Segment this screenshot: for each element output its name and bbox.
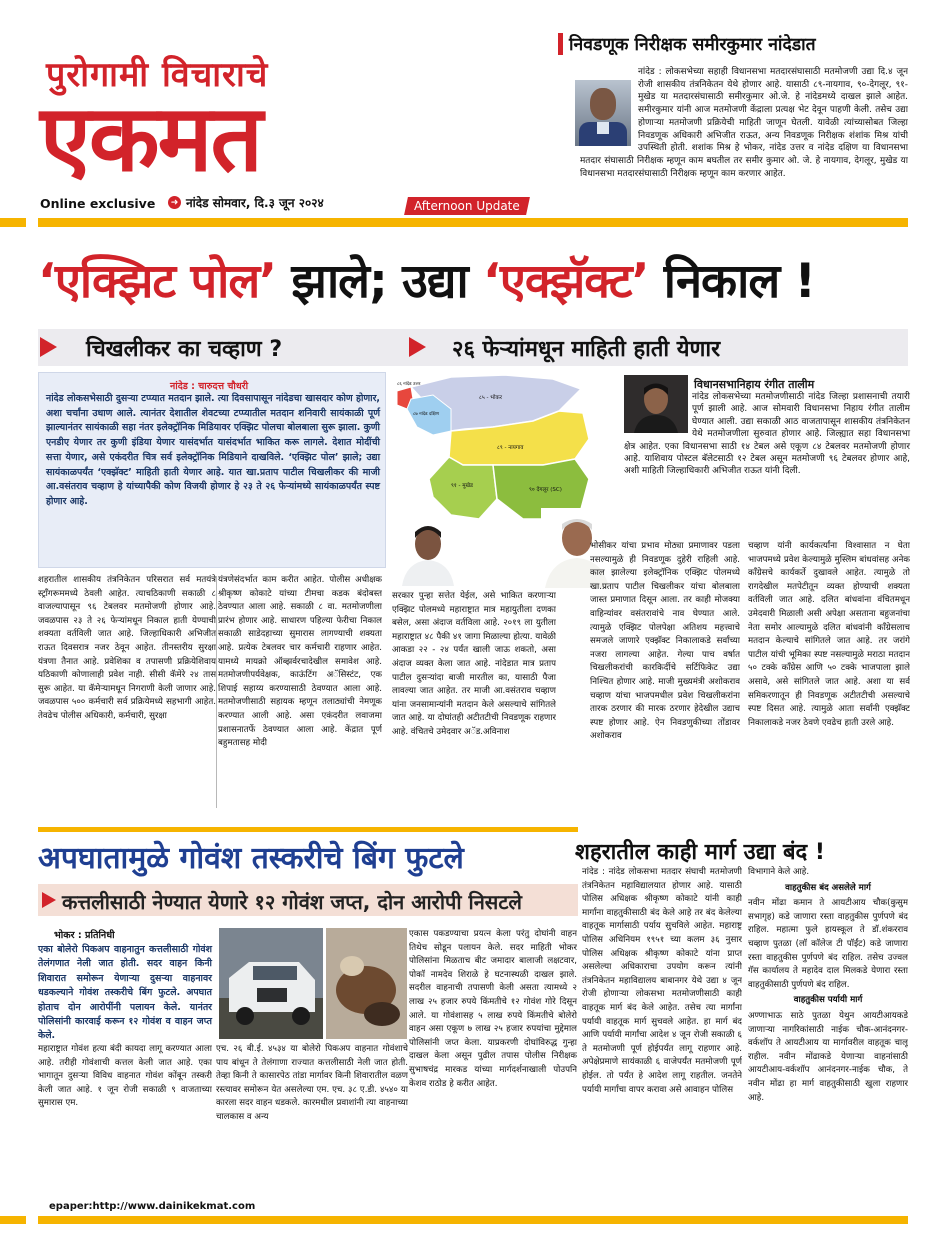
masthead-title: एकमत bbox=[40, 84, 261, 192]
main-headline bbox=[38, 247, 815, 311]
subheadline-right: २६ फेऱ्यांमधून माहिती हाती येणार bbox=[452, 337, 721, 362]
subheadline-left: चिखलीकर का चव्हाण ? bbox=[86, 337, 283, 362]
story3-body-b-mid: नवीन मोंढा कमान ते आयटीआय चौक(कुसुम सभागृह) कडे जाणारा रस्ता वाहतुकीस पुर्णपणे बंद राहिल. महात्मा फुले हायस्कूल ते डॉ.शंकरराव चव्हाण पुतळा (लॉ कॉलेज टी पॉईंट) कडे जाणारा रस्ता वाहतुकीस पुर्णपणे बंद राहिल. तसेच उज्वल गॅस कार्यालय ते महादेव दाल मिलकडे येणारा रस्ता वाहतुकीसाठी पुर्णपणे बंद राहिल. bbox=[748, 898, 908, 990]
observer-photo bbox=[575, 80, 631, 146]
byline: नांदेड : चारुदत्त चौधरी bbox=[170, 381, 249, 392]
map-label-2: ८७ नांदेड दक्षिण bbox=[413, 412, 440, 417]
cattle-photo bbox=[326, 928, 407, 1039]
dateline-text: नांदेड सोमवार, दि.३ जून २०२४ bbox=[186, 196, 324, 210]
story2-subheadline: कत्तलीसाठी नेण्यात येणारे १२ गोवंश जप्त, दोन आरोपी निसटले bbox=[62, 890, 522, 914]
triangle-marker-icon bbox=[409, 337, 426, 357]
story3-subhead-alternate-routes: वाहतुकीस पर्यायी मार्ग bbox=[793, 995, 863, 1006]
main-story-column-3: सरकार पुन्हा सत्तेत येईल, असे भाकित करणाऱ्या एक्झिट पोलमध्ये महाराष्ट्रात मात्र महायुतीला दणका बसेल, असा अंदाज वर्तविला आहे. २०१९ ला युतीला महाराष्ट्रात ४८ पैकी ४१ जागा मिळाल्या होत्या. यावेळी आकडा २२ - २४ पर्यंत खाली जाऊ शकतो, असा अंदाज व्यक्त केला जात आहे. नांदेडात मात्र प्रताप पाटील दुसऱ्यांदा बाजी मारतील का, यासाठी पैजा लावल्या जात आहेत. तर माजी आ.वसंतराव चव्हाण यांना जनसामान्यांनी मतदान केले असल्याचे सांगितले जात आहे. या दोघांतही अटीतटीची निवडणूक राहणार आहे. वंचितचे उमेदवार अॅड.अविनाश bbox=[392, 591, 556, 737]
photo-spacer bbox=[624, 391, 692, 437]
story2-body-a: महाराष्ट्रात गोवंश हत्या बंदी कायदा लागू करण्यात आला आहे. तरीही गोवंशाची कत्तल केली जात आहे. एका भागातून दुसऱ्या विविध वाहनात गोवंश कोंबून तस्करी केली जात आहे. १ जून रोजी सकाळी ९ वाजताच्या सुमारास एम. bbox=[38, 1044, 212, 1109]
dateline bbox=[168, 194, 324, 211]
decor-strip-left bbox=[0, 1216, 26, 1224]
side-story-headline bbox=[558, 32, 816, 56]
triangle-marker-icon bbox=[40, 337, 57, 357]
header-rule bbox=[38, 218, 908, 227]
headline-part-exact: ‘एक्झॅक्ट’ bbox=[483, 254, 649, 309]
column-divider bbox=[216, 576, 217, 808]
rehearsal-body-text: नांदेड लोकसभेच्या मतमोजणीसाठी नांदेड जिल्हा प्रशासनाची तयारी पूर्ण झाली आहे. आज सोमवारी विधानसभा निहाय रंगीत तालीम घेण्यात आली. उद्या सकाळी आठ वाजतापासून शासकीय तंत्रनिकेतन येथे मतमोजणीला सुरुवात होणार आहे. जिल्ह्यात सहा विधानसभा क्षेत्र आहेत. एका विधानसभा साठी १४ टेबल असे एकूण ८४ टेबलवर मतमोजणी होणार आहे. याशिवाय पोस्टल बॅलेटसाठी १२ टेबल असून मतमोजणी ९६ टेबलवर होणार आहे, अशी माहिती जिल्हाधिकारी अभिजीत राऊत यांनी दिली. bbox=[624, 392, 910, 477]
edition-label: Afternoon Update bbox=[414, 199, 520, 213]
rehearsal-body bbox=[624, 391, 910, 478]
story2-body-b: एच. २६ बी.ई. ४५३४ या बोलेरो पिकअप वाहनात गोवंशाचे पाय बांधून ते तेलंगाणा राज्यात कत्तलीसाठी नेली जात होती. तेव्हा किनी ते कासारपेठ तांडा मार्गावर किनी शिवारातील वळण रस्त्यावर समोरून येत असलेल्या एम. एच. ३८ ए.डी. ४५४० या कारला सदर वाहन धडकले. कारमधील प्रवाशांनी त्या वाहनाच्या चालकास व अन्य bbox=[216, 1044, 408, 1122]
map-label-6: ९१ - मुखेड bbox=[451, 483, 473, 489]
candidate-photo-chikhlikar bbox=[398, 518, 458, 586]
map-label-5: ९० देगलूर (SC) bbox=[529, 487, 562, 493]
map-label-4: ८९ - नायगाव bbox=[497, 445, 524, 451]
headline-part-mid: झाले; उद्या bbox=[276, 254, 484, 309]
online-exclusive-label: Online exclusive bbox=[40, 196, 156, 211]
rehearsal-headline: विधानसभानिहाय रंगीत तालीम bbox=[694, 378, 815, 391]
story2-lead: एका बोलेरो पिकअप वाहनातुन कत्तलीसाठी गोवंश तेलंगणात नेली जात होती. सदर वाहन किनी शिवारात समोरून येणाऱ्या दुसऱ्या वाहनावर धडकल्याने गोवंश तस्करीचे बिंग फुटले. अपघात होताच दोन आरोपींनी पलायन केले. यानंतर पोलिसांनी कारवाई करून १२ गोवंश व वाहन जप्त केले. bbox=[38, 944, 212, 1042]
vehicle-photo bbox=[219, 928, 323, 1039]
intro-paragraph: नांदेड लोकसभेसाठी दुसऱ्या टप्प्यात मतदान झाले. त्या दिवसापासून नांदेडचा खासदार कोण होणार, अशा चर्चांना उधाण आले. त्यानंतर देशातील शेवटच्या टप्प्यातील मतदान शनिवारी सायंकाळी पूर्ण झाल्यानंतर सायंकाळी सहा नंतर इलेक्ट्रॉनिक मिडियावर एक्झिट पोलचा बोलबाला सुरू झाला. कुणी एनडीए येणार तर कुणी इंडिया येणार यासंदर्भात यासंदर्भात भाकित करू लागले. देशात मोदींची सत्ता येणार, असे एकंदरीत चित्र सर्व इलेक्ट्रॉनिक मिडियाने दाखविले. ‘एक्झिट पोल’ झाले; उद्या सायंकाळपर्यंत ‘एक्झॅक्ट’ माहिती हाती येणार आहे. यात खा.प्रताप पाटील चिखलीकर की माजी आ.वसंतराव चव्हाण हे यांच्यापैकी कोण विजयी होणार हे २३ ते २६ फेऱ्यांमध्ये सायंकाळपर्यंत स्पष्ट होणार आहे. bbox=[46, 393, 380, 507]
story3-body-b-top: विभागाने केले आहे. bbox=[748, 867, 810, 877]
story3-headline: शहरातील काही मार्ग उद्या बंद ! bbox=[575, 840, 825, 865]
triangle-marker-icon bbox=[42, 892, 56, 908]
side-story-body-text: नांदेड : लोकसभेच्या सहाही विधानसभा मतदारसंघासाठी मतमोजणी उद्या दि.४ जून रोजी शासकीय तंत्रनिकेतन येथे होणार आहे. यासाठी ८९-नायगाव, ९०-देगलूर, ९१-मुखेड या मतदारसंघासाठी समीरकुमार ओ.जे. हे नांदेडमध्ये दाखल झाले आहेत. समीरकुमार यांनी आज मतमोजणी केंद्राला प्रत्यक्ष भेट देवून पाहणी केली. तसेच उद्या होणाऱ्या मतमोजणी प्रक्रियेची माहिती जाणून घेतली. यावेळी त्यांच्यासोबत जिल्हा निवडणूक अधिकारी अभिजीत राऊत, अन्य निवडणूक निरीक्षक शंशांक मिश्र यांची उपस्थिती होती. शशांक मिश्र हे भोकर, नांदेड उत्तर व नांदेड दक्षिण या विधानसभा मतदार संघासाठी निरीक्षक म्हणून काम बघतील तर समीर कुमार ओ. जे. हे नायगाव, देगलूर, मुखेड या विधानसभा मतदारसंघासाठी निरीक्षक म्हणून काम करणार आहेत. bbox=[580, 67, 908, 179]
arrow-right-icon: ➜ bbox=[168, 196, 181, 209]
story3-body-a: नांदेड : नांदेड लोकसभा मतदार संघाची मतमोजणी तंत्रनिकेतन महाविद्यालयात होणार आहे. यासाठी पोलिस अधिक्षक श्रीकृष्ण कोकाटे यांनी काही मार्गांना वाहतुकीसाठी बंद केले आहे तर बंद केलेल्या वाहतूक मार्गासाठी पर्याय सुचविले आहेत. महाराष्ट्र पोलिस अधिनियम १९५१ च्या कलम ३६ नुसार पोलिस अधिक्षक श्रीकृष्ण कोकाटे यांना प्राप्त असलेल्या अधिकाराचा उपयोग करून त्यांनी तंत्रनिकेतन महाविद्यालय बाबानगर येथे उद्या ४ जून रोजी होणाऱ्या लोकसभा मतमोजणीसाठी काही वाहतूक मार्ग बंद केले आहेत. तसेच त्या मार्गांना पर्यायी वाहतूक मार्ग सुचवले आहेत. हा मार्ग बंद आणि पर्यायी मार्गांचा आदेश ४ जून रोजी सकाळी ६ ते मतमोजणी पूर्ण होईपर्यंत लागू राहणार आहे. अपेक्षेप्रमाणे सायंकाळी ६ वाजेपर्यंत मतमोजणी पूर्ण होईल. तो पर्यंत हे आदेश लागू राहतील. जनतेने पर्यायी मार्गांचा वापर करावा असे आवाहन पोलिस bbox=[582, 867, 742, 1095]
story2-headline: अपघातामुळे गोवंश तस्करीचे बिंग फुटले bbox=[38, 841, 464, 876]
story2-byline: भोकर : प्रतिनिधी bbox=[54, 930, 115, 941]
masthead-tagline: पुरोगामी विचाराचे bbox=[46, 55, 269, 95]
map-label-3: ८५ - भोकर bbox=[479, 395, 502, 401]
map-label-1: ८६ नांदेड उत्तर bbox=[397, 382, 421, 387]
headline-part-exit-poll: ‘एक्झिट पोल’ bbox=[38, 254, 277, 309]
main-story-column-2: यंत्रणेसंदर्भात काम करीत आहेत. पोलीस अधीक्षक श्रीकृष्ण कोकाटे यांच्या टीमचा कडक बंदोबस्त ठेवण्यात आला आहे. सकाळी ८ वा. मतमोजणीला प्रारंभ होणार आहे. साधारण पहिल्या फेरीचा निकाल सकाळी साडेदहाच्या सुमारास लागण्याची शक्यता आहे. प्रत्येक टेबलवर चार कर्मचारी राहणार आहेत. यामध्ये मायक्रो ऑब्झर्वरचादेखील समावेश आहे. मतमोजणीपर्यवेक्षक, काऊंटिंग अॅसिस्टंट, एक शिपाई सहाय्य करण्यासाठी ठेवण्यात आला आहे. मतमोजणीसाठी सहायक म्हणून तलाठ्यांची नेमणूक करण्यात आली आहे. असा एकंदरीत लवाजमा प्रशासनातर्फे ठेवण्यात आला आहे. केंद्रात पूर्ण बहुमतासह मोदी bbox=[218, 575, 382, 749]
section-rule bbox=[38, 827, 578, 832]
vehicle-photo-art bbox=[219, 928, 323, 1039]
side-story-headline-text: निवडणूक निरीक्षक समीरकुमार नांदेडात bbox=[569, 35, 816, 55]
main-story-column-5: चव्हाण यांनी कार्यकर्त्यांना विश्वासात न घेता भाजपमध्ये प्रवेश केल्यामुळे मुस्लिम बांधवांसह अनेक काँग्रेसचे कार्यकर्ते दुखावले आहेत. त्यामुळे तो रागदेखील मतपेटीतून व्यक्त होण्याची शक्यता वर्तविली जात आहे. दलित बांधवांना वंचितमधून उमेदवारी मिळाली असी अपेक्षा असताना बहुजनांचा नेता समोर आल्यामुळे दलित बांधवांनी काँग्रेसलाच मतदान केल्याचे सांगितले जात आहे. तर जरांगे पाटील यांची भूमिका स्पष्ट नसल्यामुळे मराठा मतदान ५० टक्के काँग्रेस आणि ५० टक्के भाजपाला झाले असावे, असे सांगितले जात आहे. अशा या सर्व समिकरणातून ही निवडणूक अटीतटीची असल्याचे स्पष्ट दिसत आहे. त्यामुळे आता सर्वांनी एक्झॅक्ट निकालाकडे नजर ठेवणे एवढेच हाती उरले आहे. bbox=[748, 541, 910, 728]
cattle-photo-art bbox=[326, 928, 407, 1039]
headline-part-end: निकाल ! bbox=[648, 254, 815, 309]
main-story-column-4: भोसीकर यांचा प्रभाव मोठ्या प्रमाणावर पडला नसल्यामुळे ही निवडणूक दुहेरी राहिली आहे. काल झालेल्या इलेक्ट्रॉनिक एक्झिट पोलमध्ये खा.प्रताप पाटील चिखलीकर यांचा बोलबाला जास्त प्रमाणात दिसून आला. तर काही मोजक्या वाहिन्यांवर वसंतरावांचे नाव घेण्यात आले. त्यामुळे एक्झिट पोलपेक्षा अतिशय महत्त्वाचे समजले जाणारे एक्झॅक्ट निकालाकडे सर्वांच्या नजरा लागल्या आहेत. गेल्या पाच वर्षात चिखलीकरांची कारकिर्दीचे सर्टिफिकेट उद्या निश्चित होणार आहे. माजी मुख्यमंत्री अशोकराव चव्हाण यांचा भाजपमधील प्रवेश चिखलीकरांना तारक ठरणार की मारक ठरणार हेदेखील उद्याच स्पष्ट होणार आहे. ऐन निवडणुकीच्या तोंडावर अशोकराव bbox=[590, 541, 740, 742]
story3-body-b-end: अण्णाभाऊ साठे पुतळा येथुन आयटीआयकडे जाणाऱ्या नागरिकांसाठी नाईक चौक-आनंदनगर-वर्कशॉप ते आयटीआय या मार्गावरील वाहतूक चालू राहील. नवीन मोंढाकडे येणाऱ्या वाहनांसाठी आयटीआय-वर्कशॉप आनंदनगर-नाईक चौक, ते नवीन मोंढा हा मार्ग वाहतुकीसाठी खुला राहणार आहे. bbox=[748, 1010, 908, 1103]
story3-subhead-closed-routes: वाहतुकीस बंद असलेले मार्ग bbox=[785, 882, 871, 893]
story2-body-c: एकास पकडण्याचा प्रयत्न केला परंतु दोघांनी वाहन तिथेच सोडून पलायन केले. सदर माहिती भोकर पोलिसांना मिळताच बीट जमादार बालाजी लक्षटवार, पोकॉ नामदेव शिराळे हे घटनास्थळी दाखल झाले. सदरील वाहनाची तपासणी केली असता त्यामध्ये २ लाख २५ हजार रुपये किंमतीचे १२ गोवंश गोरे दिसून आले. या गोवंशासह ५ लाख रुपये किंमतीचे बोलेरो वाहन असा एकूण ७ लाख २५ हजार रुपयांचा मुद्देमाल पोलिसांनी जप्त केला. याप्रकरणी दोघांविरुद्ध गुन्हा दाखल केला असून पुढील तपास पोलीस निरीक्षक सुभाषचंद्र मारकड यांच्या मार्गदर्शनाखाली पोउपनि केशव राठोड हे करीत आहेत. bbox=[409, 929, 577, 1089]
story3-body-b bbox=[748, 866, 908, 1194]
footer-rule bbox=[38, 1216, 908, 1224]
epaper-link[interactable]: epaper:http://www.dainikekmat.com bbox=[49, 1201, 256, 1212]
headline-marker bbox=[558, 33, 563, 55]
main-story-column-1: शहरातील शासकीय तंत्रनिकेतन परिसरात सर्व मतयंत्रे स्ट्रॉंगरूममध्ये ठेवली आहेत. त्याचठिकाणी सकाळी ८ वाजल्यापासून ९६ टेबलवर मतमोजणी होणार आहे. जवळपास २३ ते २६ फेऱ्यांमधून निकाल हाती येण्याची शक्यता वर्तविली जात आहे. जिल्हाधिकारी अभिजीत राऊत दिवसरात्र नजर ठेवून आहेत. तीनस्तरीय सुरक्षा यंत्रणा तैनात आहे. प्रवेशिका व तपासणी प्रक्रियेशिवाय यठिकाणी कोणालाही प्रवेश नाही. सीसी कॅमेरे २४ तास सुरू आहेत. या कॅमेऱ्यामधून निगराणी केली जाणार आहे. जवळपास ५०० कर्मचारी सर्व प्रक्रियेमध्ये सहभागी आहेत. तेवढेच पोलीस अधिकारी, कर्मचारी, सुरक्षा bbox=[38, 575, 216, 721]
edition-badge bbox=[404, 197, 530, 215]
decor-strip-left bbox=[0, 218, 26, 227]
